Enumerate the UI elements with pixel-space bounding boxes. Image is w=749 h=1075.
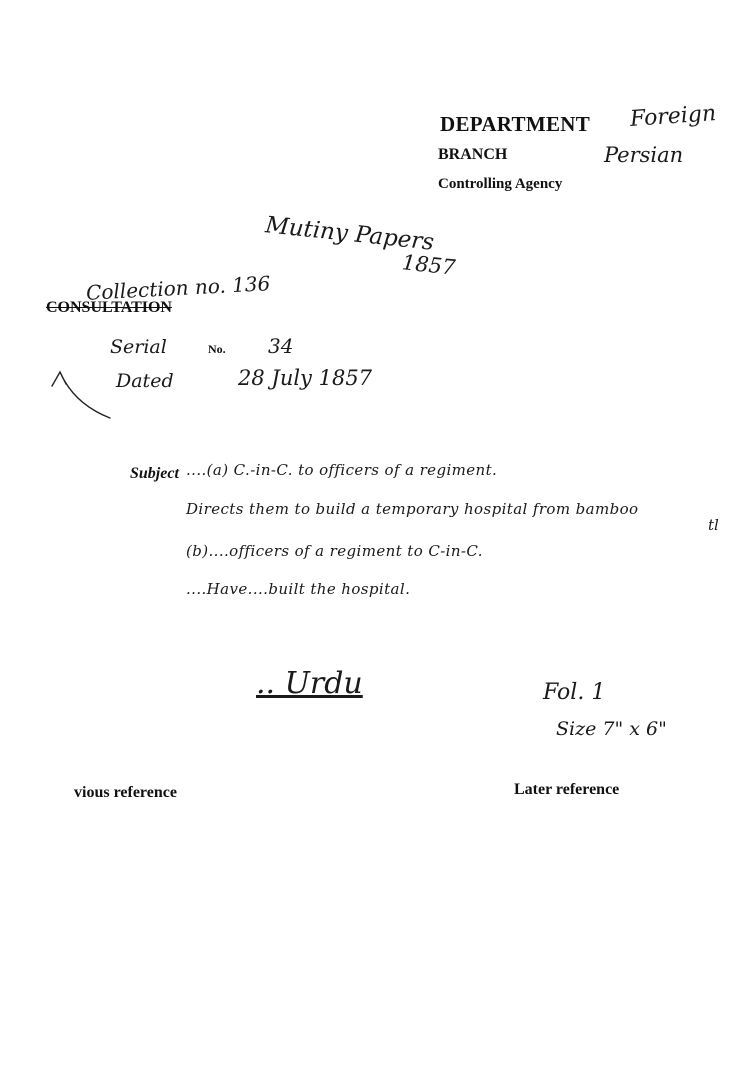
department-label: DEPARTMENT (440, 112, 591, 136)
mutiny-year-note: 1857 (400, 250, 457, 280)
subject-label: Subject (130, 465, 179, 482)
dated-value: 28 July 1857 (238, 366, 373, 390)
language-note: .. Urdu (256, 666, 363, 701)
dated-label: Dated (116, 370, 174, 392)
arrow-mark-icon (48, 364, 128, 424)
subject-line: Directs them to build a temporary hospital from bamboo (186, 500, 639, 518)
number-label: No. (208, 342, 226, 356)
serial-label: Serial (110, 336, 167, 358)
later-reference-label: Later reference (514, 781, 620, 798)
controlling-agency-label: Controlling Agency (438, 176, 563, 192)
subject-line-annotation: tl (708, 516, 719, 534)
mutiny-papers-note: Mutiny Papers (264, 212, 436, 256)
serial-value: 34 (268, 334, 294, 358)
branch-value: Persian (604, 143, 684, 167)
previous-reference-label: vious reference (74, 784, 177, 801)
size-note: Size 7" x 6" (556, 718, 667, 740)
department-value: Foreign (629, 101, 717, 132)
collection-number-note: Collection no. 136 (85, 271, 271, 305)
subject-line: (b)....officers of a regiment to C-in-C. (186, 542, 483, 560)
folio-note: Fol. 1 (543, 680, 606, 705)
subject-line: ....Have....built the hospital. (186, 580, 411, 598)
subject-line: ....(a) C.-in-C. to officers of a regiment. (186, 461, 498, 479)
branch-label: BRANCH (438, 146, 508, 163)
consultation-label: CONSULTATION (46, 299, 172, 316)
